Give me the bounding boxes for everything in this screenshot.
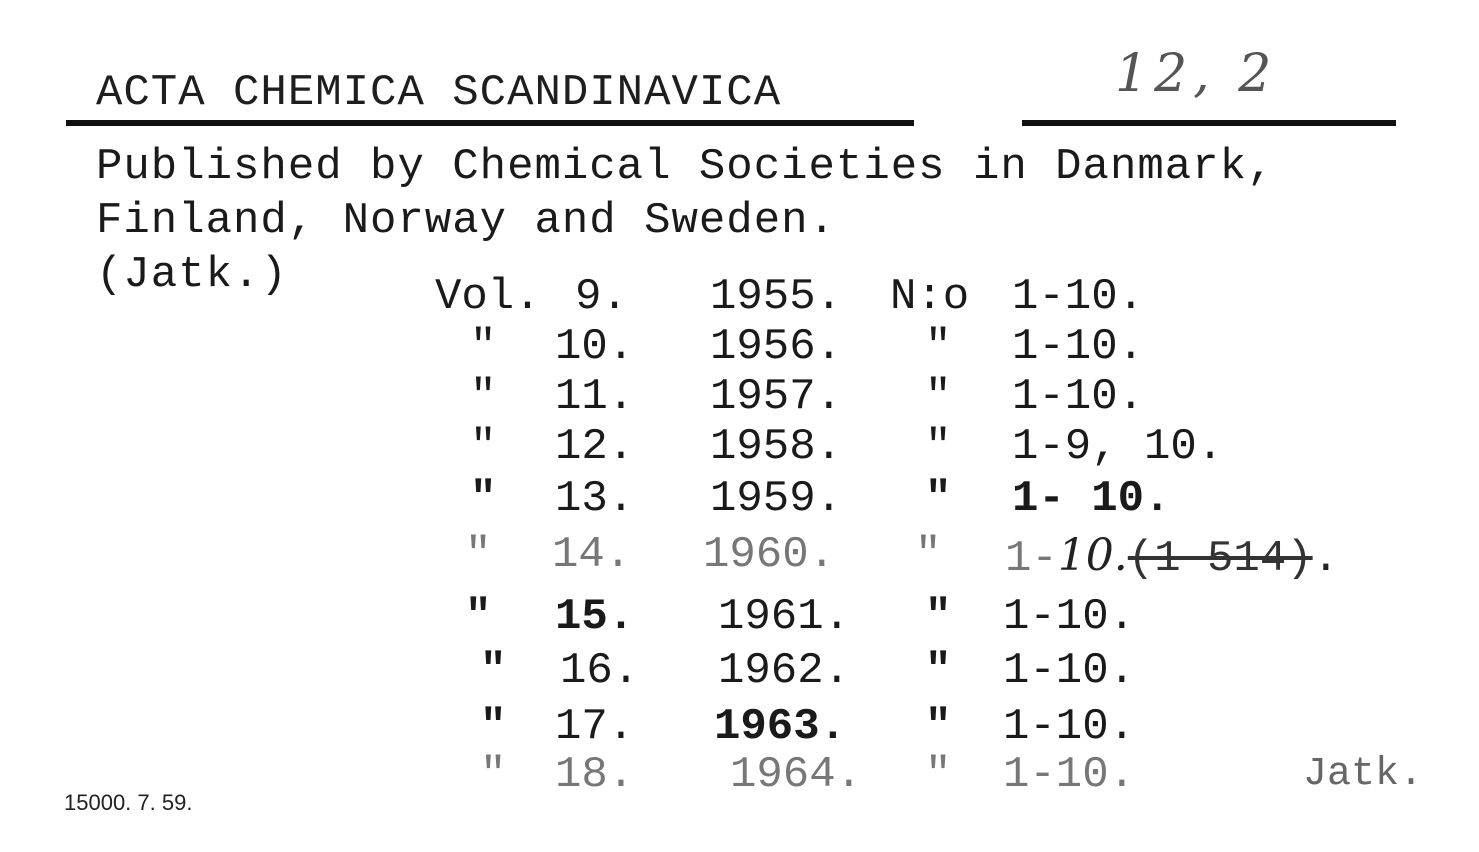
holding-row [0,646,1479,698]
ditto-mark: " [925,702,952,752]
year: 1959. [710,474,843,524]
volume-number: 14. [552,530,632,580]
ditto-mark: " [480,702,507,752]
volume-number: 11. [555,372,635,422]
ditto-mark: " [470,474,497,524]
year: 1960. [703,530,836,580]
publisher-line: Published by Chemical Societies in Danmark, [96,142,1275,192]
ditto-mark: " [925,750,952,800]
issues-range: 1- [1005,534,1058,584]
year: 1958. [710,422,843,472]
handwritten-issues: 10. [1057,530,1128,581]
ditto-mark: " [480,646,507,696]
holding-row [0,474,1479,526]
holding-row [0,750,1479,802]
volume-number: 16. [560,646,640,696]
ditto-mark: " [470,322,497,372]
ditto-mark: " [925,592,952,642]
holding-row [0,272,1479,324]
struck-issues: (1-514) [1127,534,1313,584]
volume-number: 10. [555,322,635,372]
issues: 1-10. [1003,702,1136,752]
issues: 1-10. [1003,592,1136,642]
holding-row [0,322,1479,374]
issues [1005,530,1339,584]
issues: 1-10. [1003,646,1136,696]
year: 1962. [718,646,851,696]
card-title: ACTA CHEMICA SCANDINAVICA [96,68,782,118]
year: 1964. [730,750,863,800]
holding-row [0,530,1479,582]
ditto-mark: " [465,592,492,642]
ditto-mark: " [925,322,952,372]
title-rule [66,120,914,126]
holding-row [0,422,1479,474]
year: 1961. [718,592,851,642]
ditto-mark: " [925,422,952,472]
year: 1963. [714,702,847,752]
call-number-rule [1022,120,1396,126]
year: 1955. [710,272,843,322]
volume-number: 17. [555,702,635,752]
holding-row [0,592,1479,644]
volume-number: 15. [555,592,635,642]
ditto-mark: " [925,646,952,696]
issues: 1-10. [1012,322,1145,372]
issues: 1-10. [1012,272,1145,322]
issues-suffix: . [1312,534,1340,584]
issues: 1-10. [1003,750,1136,800]
vol-label: Vol. [435,272,541,322]
holding-row [0,702,1479,754]
year: 1956. [710,322,843,372]
issues: 1-10. [1012,372,1145,422]
ditto-mark: " [915,530,942,580]
print-code: 15000. 7. 59. [64,790,193,815]
continued-label: Jatk. [1303,752,1424,797]
year: 1957. [710,372,843,422]
volume-number: 13. [555,474,635,524]
no-label: N:o [890,272,970,322]
publisher-line: Finland, Norway and Sweden. [96,196,836,246]
ditto-mark: " [470,372,497,422]
ditto-mark: " [465,530,492,580]
continued-label: (Jatk.) [96,250,288,300]
volume-number: 9. [575,272,628,322]
ditto-mark: " [470,422,497,472]
call-number: 12, 2 [1115,44,1278,104]
issues: 1- 10. [1012,474,1171,524]
holding-row [0,372,1479,424]
ditto-mark: " [925,372,952,422]
ditto-mark: " [480,750,507,800]
issues: 1-9, 10. [1012,422,1224,472]
ditto-mark: " [925,474,952,524]
volume-number: 18. [555,750,635,800]
volume-number: 12. [555,422,635,472]
